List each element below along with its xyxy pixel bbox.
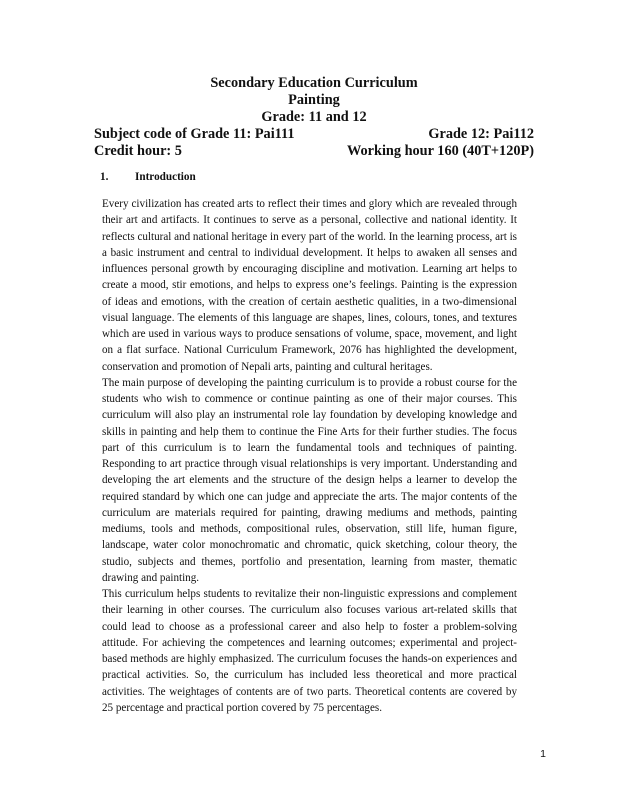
section-number: 1. [100, 171, 109, 183]
curriculum-title: Secondary Education Curriculum [210, 75, 418, 91]
subject-name: Painting [288, 92, 340, 108]
section-title: Introduction [135, 171, 196, 183]
subject-code-grade12: Grade 12: Pai112 [428, 126, 534, 142]
grade-level: Grade: 11 and 12 [261, 109, 367, 125]
section-heading [100, 170, 196, 184]
subject-code-row [94, 126, 534, 143]
paragraph: Every civilization has created arts to reflect their times and glory which are revealed through their art and artifacts. It continues to serve as a personal, collective and national identity. It reflects cultural and national heritage in every part of the world. In the learning process, art is a basic instrument and central to individual development. It helps to awaken all senses and influences personal growth by encouraging discipline and motivation. Learning art helps to create a mood, stir emotions, and helps to express one’s feelings. Painting is the expression of ideas and emotions, with the creation of certain aesthetic qualities, in a two-dimensional visual language. The elements of this language are shapes, lines, colours, tones, and textures which are used in various ways to produce sensations of volume, space, movement, and light on a flat surface. National Curriculum Framework, 2076 has highlighted the development, conservation and promotion of Nepali arts, painting and cultural heritages. [102, 198, 517, 373]
credit-hour: Credit hour: 5 [94, 143, 182, 159]
hours-row [94, 143, 534, 160]
section-body [102, 196, 517, 716]
page-number: 1 [540, 748, 546, 760]
paragraph: This curriculum helps students to revitalize their non-linguistic expressions and complement their learning in other courses. The curriculum also focuses various art-related skills that could lead to choose as a professional career and also help to foster a problem-solving attitude. For achieving the competences and learning outcomes; experimental and project-based methods are highly emphasized. The curriculum focuses the hands-on experiences and practical activities. So, the curriculum has included less theoretical and more practical activities. The weightages of contents are of two parts. Theoretical contents are covered by 25 percentage and practical portion covered by 75 percentages. [102, 588, 517, 714]
working-hour: Working hour 160 (40T+120P) [346, 143, 534, 159]
subject-code-grade11: Subject code of Grade 11: Pai111 [94, 126, 295, 142]
document-header [94, 75, 534, 160]
paragraph: The main purpose of developing the painting curriculum is to provide a robust course for the students who wish to commence or continue painting as one of their major courses. This curriculum will also play an instrumental role lay foundation by developing knowledge and skills in painting and help them to continue the Fine Arts for their further studies. The focus part of this curriculum is to learn the fundamental tools and techniques of painting. Responding to art practice through visual relationships is very important. Understanding and developing the art elements and the structure of the design helps a learner to develop the required standard by which one can judge and appreciate the arts. The major contents of the curriculum are materials required for painting, drawing mediums and methods, painting mediums, tools and methods, compositional rules, observation, still life, human figure, landscape, water color monochromatic and chromatic, quick sketching, colour theory, the studio, subjects and themes, portfolio and presentation, learning from master, thematic drawing and painting. [102, 376, 517, 584]
